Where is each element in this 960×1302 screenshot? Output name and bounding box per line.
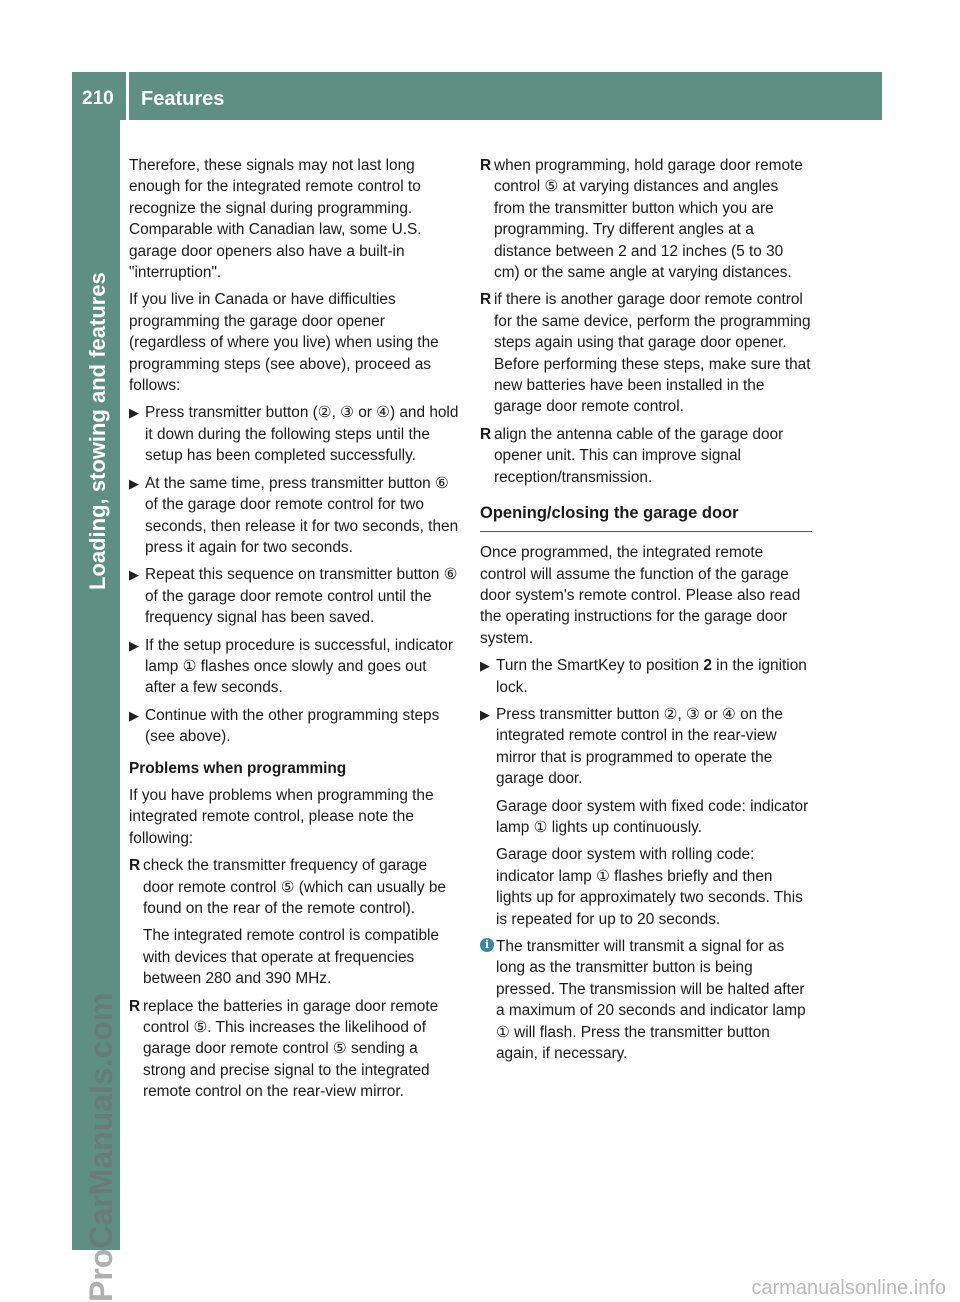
step-text: If the setup procedure is successful, indicator lamp ① flashes once slowly and goes out after a few seconds. <box>145 636 453 697</box>
step-text: At the same time, press transmitter button ⑥ of the garage door remote control for two seconds, then release it for two seconds, then press it again for two seconds. <box>145 474 459 556</box>
step-text: Repeat this sequence on transmitter button ⑥ of the garage door remote control until the frequency signal has been saved. <box>145 566 458 627</box>
step-text: Press transmitter button ②, ③ or ④ on the integrated remote control in the rear-view mirror that is programmed to operate the garage door. <box>496 705 783 788</box>
step-arrow-icon: ▶ <box>480 706 490 722</box>
bullet-text: check the transmitter frequency of garage door remote control ⑤ (which can usually be found on the rear of the remote control). <box>143 857 446 917</box>
bullet-marker: R <box>129 857 141 875</box>
info-text: The transmitter will transmit a signal for as long as the transmitter button is being pressed. The transmission will be halted after a maximum of 20 seconds and indicator lamp ① will flash. Press the transmitter button again, if necessary. <box>496 938 806 1063</box>
step-text-part: Turn the SmartKey to position <box>496 657 704 675</box>
bullet-item <box>480 155 812 283</box>
step-arrow-icon: ▶ <box>129 707 139 723</box>
instruction-step <box>129 473 461 559</box>
bullet-marker: R <box>480 157 492 174</box>
section-heading: Opening/closing the garage door <box>480 498 812 532</box>
paragraph: Once programmed, the integrated remote control will assume the function of the garage door system's remote control. Please also read the operating instructions for the garage door system. <box>480 544 801 647</box>
result-note: Garage door system with rolling code: indicator lamp ① flashes briefly and then lights up for approximately two seconds. This is repeated for up to 20 seconds. <box>496 846 803 928</box>
instruction-step <box>129 402 461 466</box>
left-column <box>129 155 461 1109</box>
watermark-side: ProCarManuals.com <box>83 992 119 1302</box>
bullet-text: if there is another garage door remote control for the same device, perform the programming steps again using that garage door opener. Before performing these steps, make sure that new batteries have been installed in the garage door remote control. <box>494 291 811 416</box>
bullet-text: when programming, hold garage door remote control ⑤ at varying distances and angles from the transmitter button which you are programming. Try different angles at a distance between 2 and 12 inches (5 to 30 cm) or the same angle at varying distances. <box>494 157 803 282</box>
step-arrow-icon: ▶ <box>129 637 139 653</box>
page-number: 210 <box>82 88 114 109</box>
step-arrow-icon: ▶ <box>129 405 139 421</box>
step-arrow-icon: ▶ <box>129 475 139 491</box>
paragraph: If you have problems when programming the integrated remote control, please note the following: <box>129 786 434 847</box>
bullet-item <box>129 996 461 1103</box>
step-position-value: 2 <box>703 657 712 675</box>
info-icon: i <box>480 938 494 952</box>
bullet-marker: R <box>480 291 492 309</box>
instruction-step <box>480 655 812 698</box>
paragraph: Therefore, these signals may not last long enough for the integrated remote control to recognize the signal during programming. Comparable with Canadian law, some U.S. garage door openers also have a built-in "interruption". <box>129 157 422 282</box>
instruction-step <box>129 705 461 748</box>
step-arrow-icon: ▶ <box>129 567 139 583</box>
subheading-problems: Problems when programming <box>129 759 347 777</box>
step-text: Continue with the other programming steps (see above). <box>145 706 440 746</box>
step-text: Press transmitter button (②, ③ or ④) and hold it down during the following steps until the setup has been completed successfully. <box>145 404 459 465</box>
bullet-text: align the antenna cable of the garage door opener unit. This can improve signal reception/transmission. <box>494 425 784 486</box>
step-arrow-icon: ▶ <box>480 658 490 674</box>
bullet-marker: R <box>480 425 492 443</box>
bullet-item <box>129 855 461 919</box>
bullet-item <box>480 424 812 488</box>
bullet-item <box>480 289 812 417</box>
info-note <box>480 936 812 1064</box>
watermark-bottom: carmanualsonline.info <box>751 1277 946 1299</box>
bullet-marker: R <box>129 997 141 1015</box>
result-note: Garage door system with fixed code: indicator lamp ① lights up continuously. <box>496 797 809 836</box>
instruction-step <box>129 564 461 628</box>
bullet-text: replace the batteries in garage door remote control ⑤. This increases the likelihood of garage door remote control ⑤ sending a strong and precise signal to the integrated remote control on the rear-view mirror. <box>143 997 439 1101</box>
header-divider <box>126 72 129 120</box>
instruction-step <box>480 704 812 790</box>
bullet-note: The integrated remote control is compatible with devices that operate at frequencies between 280 and 390 MHz. <box>143 927 439 988</box>
paragraph: If you live in Canada or have difficulties programming the garage door opener (regardless of where you live) when using the programming steps (see above), proceed as follows: <box>129 291 439 395</box>
section-title: Features <box>141 88 225 110</box>
instruction-step <box>129 635 461 699</box>
step-text-part: in the ignition lock. <box>496 657 807 696</box>
right-column <box>480 155 812 1070</box>
side-chapter-label: Loading, stowing and features <box>85 272 110 590</box>
